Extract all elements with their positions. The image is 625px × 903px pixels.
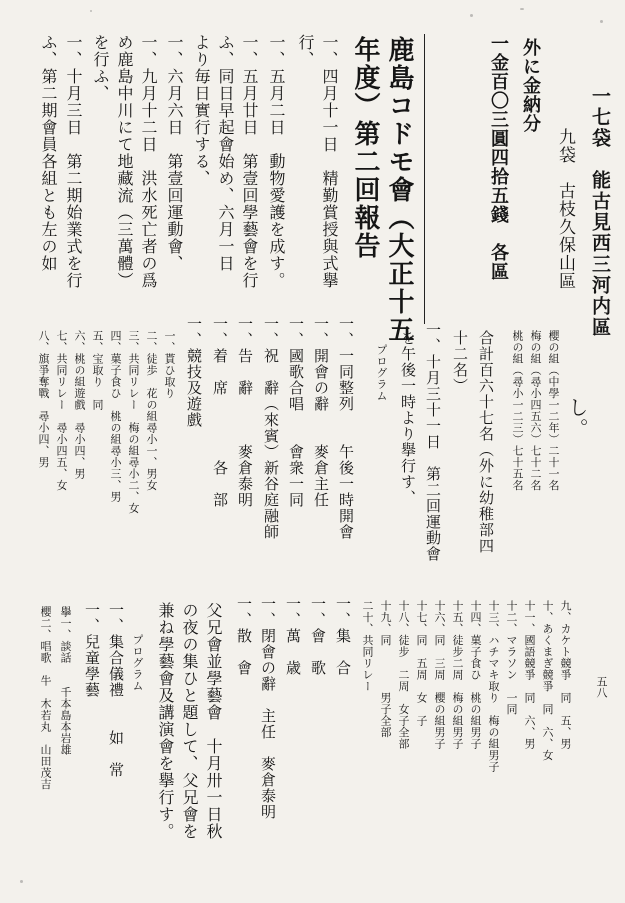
program-heading: プログラム bbox=[375, 344, 388, 402]
donation-line: 一七袋 能古見西三河内區 bbox=[589, 86, 611, 338]
game-item: 七、共同リレー 尋小四五、女 bbox=[55, 330, 68, 491]
program-item: 一、國歌合唱 會衆一同 bbox=[287, 316, 305, 508]
program-item: 一、祝 辭（來賓）新谷庭融師 bbox=[262, 316, 280, 540]
program-item: 一、告 辭 麥倉泰明 bbox=[236, 316, 254, 508]
game-item: 十二、マラソン 一同 bbox=[505, 600, 518, 715]
program-item: 一、競技及遊戲 bbox=[185, 316, 203, 428]
game-item: 十九、同 男子全部 bbox=[379, 600, 392, 738]
game-item: 十八、徒步 二周 女子全部 bbox=[397, 600, 410, 750]
game-item: 三、共同リレー 梅の組尋小二、女 bbox=[127, 330, 140, 514]
donation-line: し。 bbox=[565, 334, 589, 439]
meeting-line: の夜の集ひと題して、父兄會を bbox=[180, 602, 199, 840]
game-item: 十、あくまぎ競爭 同 六、女 bbox=[541, 600, 554, 761]
enrollment-line: 梅の組（尋小四五六）七十二名 bbox=[529, 330, 542, 491]
game-item: 四、菓子食ひ 桃の組尋小三、男 bbox=[109, 330, 122, 503]
closing-item: 一、萬 歳 bbox=[284, 596, 302, 676]
enrollment-line: 櫻の組（中學一二年）二十一名 bbox=[547, 330, 560, 491]
event-line: 一、五月廿日 第壹回學藝會を行 bbox=[240, 34, 259, 289]
scan-speck bbox=[600, 20, 603, 23]
event-line: め鹿島中川にて地藏流（三萬體） bbox=[115, 34, 134, 289]
donation-line: 九袋 古枝久保山區 bbox=[555, 92, 575, 290]
enrollment-line: 一、十月三十一日 第二回運動會 bbox=[424, 322, 442, 562]
closing-item: 一、閉會の辭 主任 麥倉泰明 bbox=[259, 596, 277, 820]
meeting-line: 兼ね學藝會及講演會を擧行す。 bbox=[156, 602, 175, 840]
enrollment-line: 合計百六十七名（外に幼稚部四 bbox=[477, 330, 495, 554]
game-item: 五、宝取り 同 bbox=[91, 330, 104, 411]
event-line: 一、六月六日 第壹回運動會、 bbox=[165, 34, 184, 272]
event-line: 行、 bbox=[296, 34, 315, 68]
report-title: 鹿島コドモ會（大正十五 bbox=[384, 36, 414, 344]
game-item: 二十、共同リレー bbox=[361, 600, 374, 692]
game-item: 八、旗爭奪戰 尋小四、男 bbox=[37, 330, 50, 468]
game-item: 十三、ハチマキ取り 梅の組男子 bbox=[487, 600, 500, 773]
scan-speck bbox=[470, 14, 473, 17]
game-item: 十五、徒步二周 梅の組男子 bbox=[451, 600, 464, 750]
game-item: 二、徒歩 花の組尋小一、男女 bbox=[145, 330, 158, 491]
enrollment-line: を午後一時より擧行す、 bbox=[399, 330, 417, 506]
game-item: 十一、國語競爭 同 六、男 bbox=[523, 600, 536, 750]
game-item: 十七、同 五周 女 子 bbox=[415, 600, 428, 727]
program-item: 一、開會の辭 麥倉主任 bbox=[312, 316, 330, 508]
game-item: 九、カケト競爭 同 五、男 bbox=[559, 600, 572, 750]
game-item: 十六、同 三周 櫻の組男子 bbox=[433, 600, 446, 750]
closing-item: 一、集 合 bbox=[334, 596, 352, 676]
closing-item: 一、散 會 bbox=[235, 596, 253, 676]
event-line: ふ、同日早起會始め、六月一日 bbox=[216, 34, 235, 272]
meeting-line: 櫻二、唱歌 牛 木若丸 山田茂吉 bbox=[39, 606, 52, 790]
event-line: より毎日實行する、 bbox=[192, 34, 211, 187]
event-line: 一、十月三日 第二期始業式を行 bbox=[64, 34, 83, 289]
event-line: 一、四月十一日 精勤賞授與式擧 bbox=[320, 34, 339, 289]
program-heading: プログラム bbox=[131, 634, 144, 692]
enrollment-line: 桃の組（尋小一二三）七十五名 bbox=[511, 330, 524, 491]
donation-line: 外に金納分 bbox=[520, 38, 541, 133]
meeting-line: 一、兒童學藝 bbox=[83, 602, 101, 698]
game-item: 十四、菓子食ひ 桃の組男子 bbox=[469, 600, 482, 750]
enrollment-line: 十二名） bbox=[451, 330, 469, 394]
scan-speck bbox=[20, 880, 23, 883]
program-item: 一、一同整列 午後一時開會 bbox=[337, 316, 355, 540]
meeting-line: 擧一、談話 千本島本岩雄 bbox=[59, 606, 72, 756]
event-line: 一、九月十二日 洪水死亡者の爲 bbox=[139, 34, 158, 289]
meeting-line: 父兄會並學藝會 十月卅一日秋 bbox=[204, 602, 223, 840]
meeting-line: 一、集合儀禮 如 常 bbox=[107, 602, 125, 778]
scan-speck bbox=[90, 10, 92, 12]
event-line: 一、五月二日 動物愛護を成す。 bbox=[267, 34, 286, 289]
event-line: ふ、第二期會員各組とも左の如 bbox=[39, 34, 58, 272]
game-item: 六、桃の組遊戲 尋小四、男 bbox=[73, 330, 86, 480]
game-item: 一、貰ひ取り bbox=[163, 330, 176, 399]
scan-speck bbox=[520, 8, 524, 10]
program-item: 一、着 席 各 部 bbox=[211, 316, 229, 508]
report-title: 年度）第二回報告 bbox=[350, 36, 380, 260]
page-number: 五八 bbox=[595, 676, 608, 698]
closing-item: 一、會 歌 bbox=[309, 596, 327, 676]
title-rule bbox=[424, 34, 425, 324]
event-line: を行ふ、 bbox=[91, 34, 110, 102]
donation-line: 一金百〇三圓四拾五錢 各區 bbox=[488, 34, 509, 281]
